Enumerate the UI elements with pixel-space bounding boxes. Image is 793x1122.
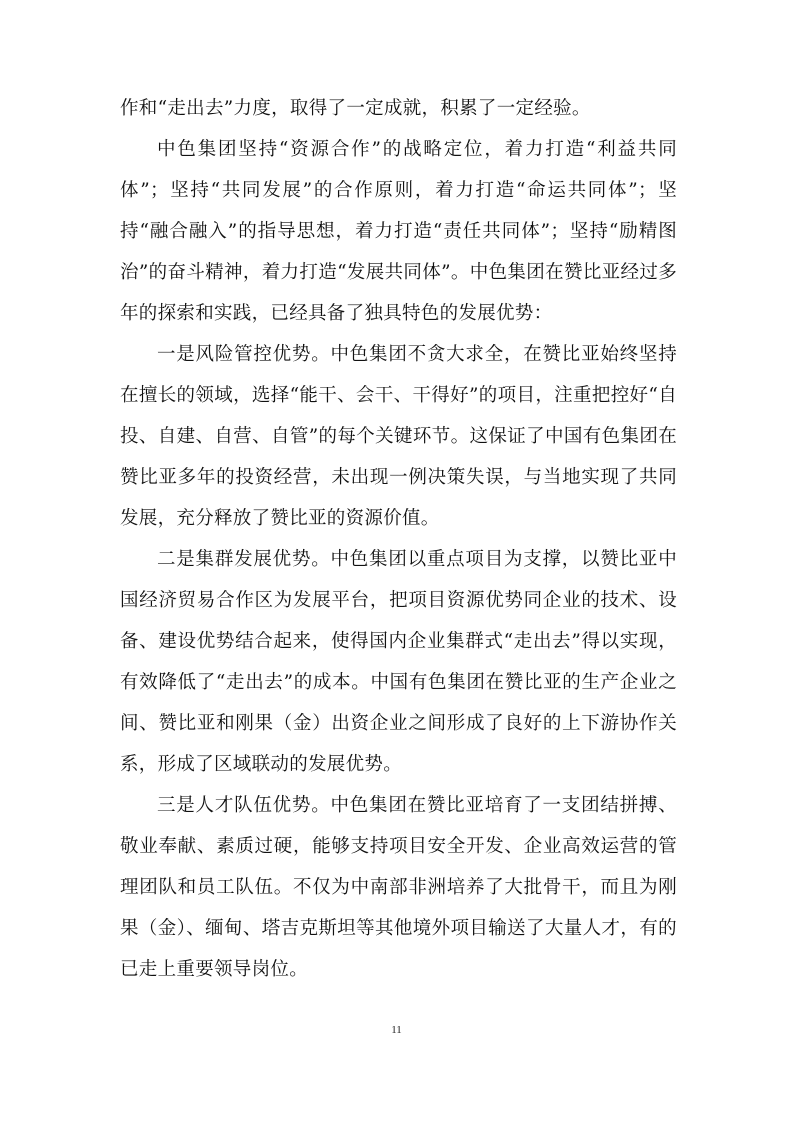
paragraph-strategy: 中色集团坚持“资源合作”的战略定位，着力打造“利益共同体”；坚持“共同发展”的合作原则，着力打造“命运共同体”；坚持“融合融入”的指导思想，着力打造“责任共同体”；坚持“励精图治”的奋斗精神，着力打造“发展共同体”。中色集团在赞比亚经过多年的探索和实践，已经具备了独具特色的发展优势：	[120, 139, 677, 324]
page-number: 11	[391, 1024, 402, 1036]
paragraph-continuation: 作和“走出去”力度，取得了一定成就，积累了一定经验。	[120, 98, 591, 119]
paragraph-talent-team: 三是人才队伍优势。中色集团在赞比亚培育了一支团结拼搏、敬业奉献、素质过硬，能够支持项目安全开发、企业高效运营的管理团队和员工队伍。不仅为中南部非洲培养了大批骨干，而且为刚果（金）、缅甸、塔吉克斯坦等其他境外项目输送了大量人才，有的已走上重要领导岗位。	[120, 795, 677, 980]
body-text	[120, 88, 677, 990]
paragraph-cluster-development: 二是集群发展优势。中色集团以重点项目为支撑，以赞比亚中国经济贸易合作区为发展平台，把项目资源优势同企业的技术、设备、建设优势结合起来，使得国内企业集群式“走出去”得以实现，有效降低了“走出去”的成本。中国有色集团在赞比亚的生产企业之间、赞比亚和刚果（金）出资企业之间形成了良好的上下游协作关系，形成了区域联动的发展优势。	[120, 549, 677, 775]
paragraph-risk-control: 一是风险管控优势。中色集团不贪大求全，在赞比亚始终坚持在擅长的领域，选择“能干、会干、干得好”的项目，注重把控好“自投、自建、自营、自管”的每个关键环节。这保证了中国有色集团在赞比亚多年的投资经营，未出现一例决策失误，与当地实现了共同发展，充分释放了赞比亚的资源价值。	[120, 344, 677, 529]
